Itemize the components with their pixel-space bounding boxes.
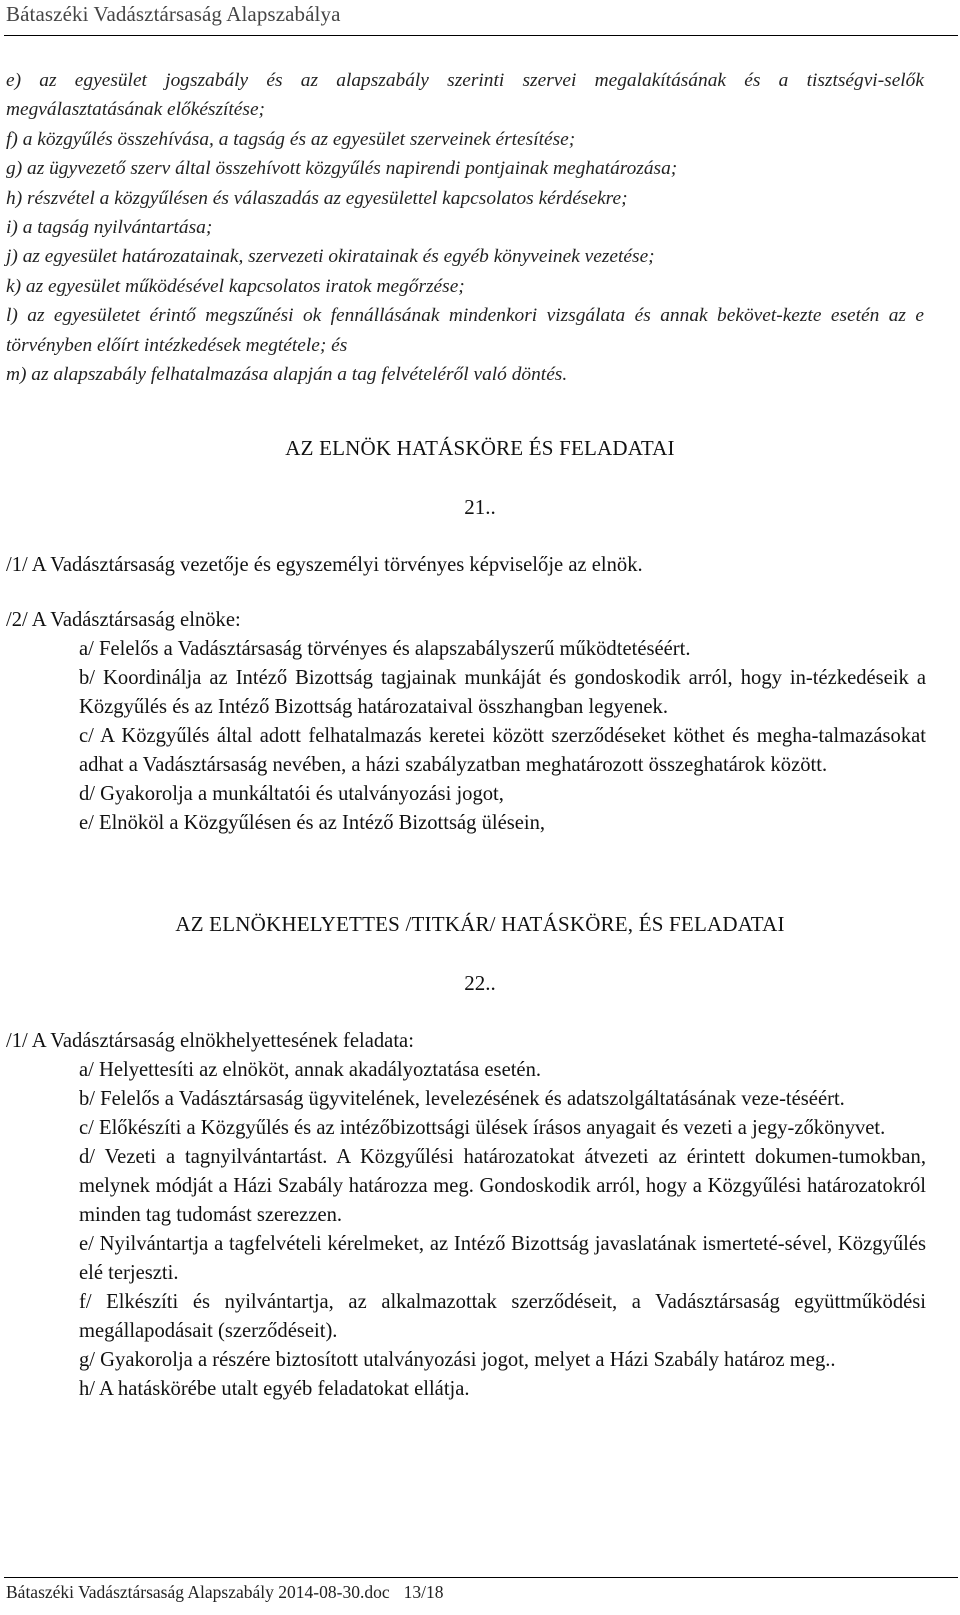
section-21-heading: AZ ELNÖK HATÁSKÖRE ÉS FELADATAI xyxy=(285,436,675,460)
footer-page-number: 13/18 xyxy=(403,1582,444,1602)
section-21-paragraph-2 xyxy=(6,606,926,838)
running-header: Bátaszéki Vadásztársaság Alapszabálya xyxy=(6,2,341,26)
list-item: f/ Elkészíti és nyilvántartja, az alkalmazottak szerződéseit, a Vadásztársaság együttműködési megállapodásait (szerződéseit). xyxy=(79,1291,926,1342)
list-item: d/ Gyakorolja a munkáltatói és utalványozási jogot, xyxy=(79,783,504,805)
footer-document-name: Bátaszéki Vadásztársaság Alapszabály 2014-08-30.doc xyxy=(6,1582,390,1602)
list-item: m) az alapszabály felhatalmazása alapján a tag felvételéről való döntés. xyxy=(6,364,568,386)
list-item: e/ Elnököl a Közgyűlésen és az Intéző Bizottság ülésein, xyxy=(79,812,546,834)
list-item: b/ Felelős a Vadásztársaság ügyvitelének, levelezésének és adatszolgáltatásának veze-téséért. xyxy=(79,1088,845,1110)
list-item: g) az ügyvezető szerv által összehívott közgyűlés napirendi pontjainak meghatározása; xyxy=(6,158,678,180)
list-item: a/ Felelős a Vadásztársaság törvényes és alapszabályszerű működtetéséért. xyxy=(79,638,691,660)
list-item: h) részvétel a közgyűlésen és válaszadás az egyesülettel kapcsolatos kérdésekre; xyxy=(6,187,628,209)
list-item: c/ Előkészíti a Közgyűlés és az intézőbizottsági ülések írásos anyagait és vezeti a jegy-zőkönyvet. xyxy=(79,1117,886,1139)
section-21-number: 21.. xyxy=(464,495,496,519)
list-item: d/ Vezeti a tagnyilvántartást. A Közgyűlési határozatokat átvezeti az érintett dokumen-tumokban, melynek módját a Házi Szabály határozza meg. Gondoskodik arról, hogy a Közgyűlési határozatokról minden tag tudomást szerezzen. xyxy=(79,1146,926,1226)
paragraph-intro: /1/ A Vadásztársaság elnökhelyettesének feladata: xyxy=(6,1030,414,1052)
list-item: e) az egyesület jogszabály és az alapszabály szerinti szervei megalakításának és a tisztségvi-selők megválasztatásának előkészítése; xyxy=(6,70,924,121)
duties-list xyxy=(6,66,924,389)
list-item: j) az egyesület határozatainak, szervezeti okiratainak és egyéb könyveinek vezetése; xyxy=(6,246,655,268)
footer-divider xyxy=(4,1577,958,1578)
list-item: h/ A hatáskörébe utalt egyéb feladatokat ellátja. xyxy=(79,1378,470,1400)
list-item: f) a közgyűlés összehívása, a tagság és az egyesület szerveinek értesítése; xyxy=(6,128,576,150)
list-item: e/ Nyilvántartja a tagfelvételi kérelmeket, az Intéző Bizottság javaslatának ismerteté-sével, Közgyűlés elé terjeszti. xyxy=(79,1233,926,1284)
list-item: b/ Koordinálja az Intéző Bizottság tagjainak munkáját és gondoskodik arról, hogy in-tézkedéseik a Közgyűlés és az Intéző Bizottság határozataival összhangban legyenek. xyxy=(79,667,926,718)
list-item: a/ Helyettesíti az elnököt, annak akadályoztatása esetén. xyxy=(79,1059,542,1081)
section-22-number: 22.. xyxy=(464,971,496,995)
section-22-heading: AZ ELNÖKHELYETTES /TITKÁR/ HATÁSKÖRE, ÉS FELADATAI xyxy=(175,912,785,936)
paragraph: /1/ A Vadásztársaság vezetője és egyszemélyi törvényes képviselője az elnök. xyxy=(6,554,643,576)
list-item: l) az egyesületet érintő megszűnési ok fennállásának mindenkori vizsgálata és annak bekövet-kezte esetén az e törvényben előírt intézkedések megtétele; és xyxy=(6,305,924,356)
section-22-paragraph-1 xyxy=(6,1027,926,1404)
list-item: i) a tagság nyilvántartása; xyxy=(6,217,213,239)
header-divider xyxy=(4,35,958,36)
page-footer xyxy=(6,1582,443,1603)
list-item: g/ Gyakorolja a részére biztosított utalványozási jogot, melyet a Házi Szabály határoz meg.. xyxy=(79,1349,836,1371)
section-21-paragraph-1 xyxy=(6,551,926,580)
paragraph-intro: /2/ A Vadásztársaság elnöke: xyxy=(6,609,241,631)
list-item: k) az egyesület működésével kapcsolatos iratok megőrzése; xyxy=(6,275,465,297)
list-item: c/ A Közgyűlés által adott felhatalmazás keretei között szerződéseket köthet és megha-talmazásokat adhat a Vadásztársaság nevében, a házi szabályzatban meghatározott összeghatárok között. xyxy=(79,725,926,776)
